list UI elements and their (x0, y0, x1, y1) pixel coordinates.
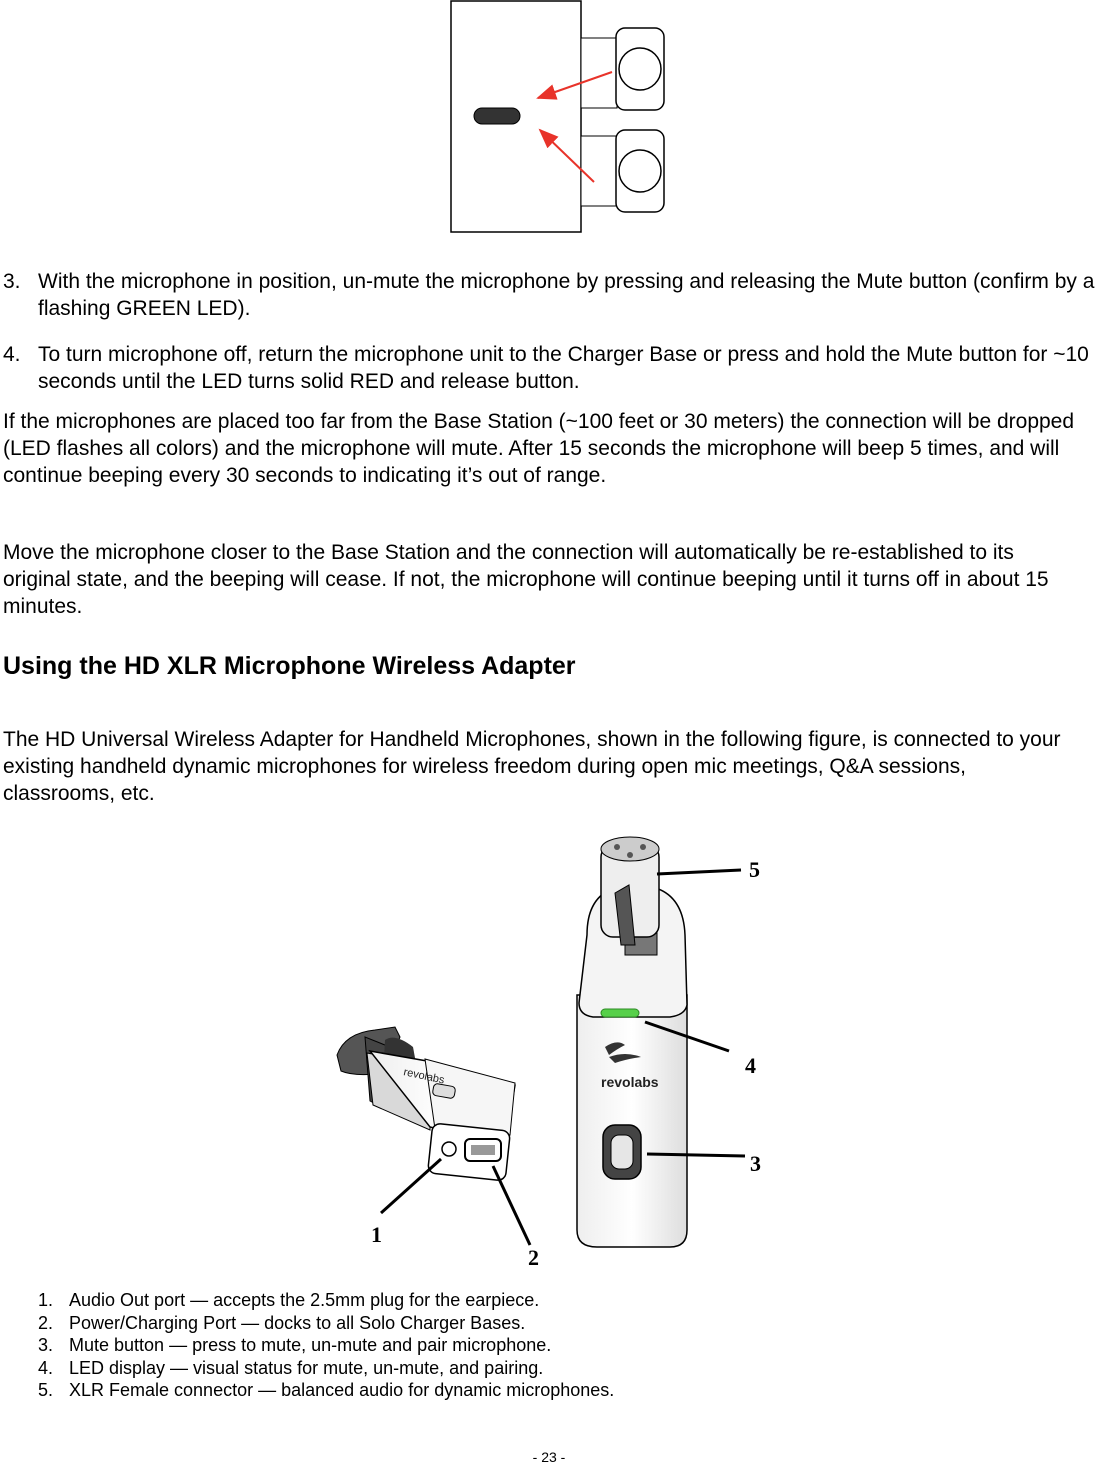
adapter-lying (337, 1027, 515, 1181)
legend-item: 5. XLR Female connector — balanced audio for dynamic microphones. (38, 1380, 615, 1400)
leader-1 (381, 1159, 441, 1213)
page-number: - 23 - (532, 1449, 566, 1465)
mic-button-slot (474, 108, 520, 124)
legend-item: 3. Mute button — press to mute, un-mute and pair microphone. (38, 1335, 552, 1355)
callout-5: 5 (749, 857, 760, 882)
adapter-standing (577, 837, 687, 1247)
legend-item: 2. Power/Charging Port — docks to all Solo Charger Bases. (38, 1312, 526, 1333)
section-intro: The HD Universal Wireless Adapter for Handheld Microphones, shown in the following figure, is connected to your existing handheld dynamic microphones for wireless freedom during open mic meetings, Q&A sessions, classrooms, etc. (3, 728, 1061, 805)
leader-5 (657, 870, 741, 874)
step-3: 3. With the microphone in position, un-mute the microphone by pressing and releasing the Mute button (confirm by a flashing GREEN LED). (3, 270, 1095, 320)
svg-text:revolabs: revolabs (601, 1074, 659, 1090)
out-of-range-paragraph: If the microphones are placed too far from the Base Station (~100 feet or 30 meters) the connection will be dropped (LED flashes all colors) and the microphone will mute. After 15 seconds the microphone will beep 5 times, and will continue beeping every 30 seconds to indicating it’s out of range. (3, 410, 1075, 487)
step-4: 4. To turn microphone off, return the microphone unit to the Charger Base or press and hold the Mute button for ~10 seconds until the LED turns solid RED and release button. (3, 343, 1089, 393)
microphone-position-diagram (450, 0, 690, 236)
svg-text:revolabs: revolabs (402, 1066, 446, 1087)
callout-1: 1 (371, 1222, 382, 1247)
callout-2: 2 (528, 1245, 539, 1270)
led-display (601, 1009, 639, 1017)
legend-item: 1. Audio Out port — accepts the 2.5mm plug for the earpiece. (38, 1290, 540, 1310)
xlr-adapter-figure (325, 815, 805, 1275)
component-legend (38, 1289, 614, 1402)
section-heading: Using the HD XLR Microphone Wireless Adapter (3, 652, 576, 680)
legend-item: 4. LED display — visual status for mute, un-mute, and pairing. (38, 1357, 544, 1378)
leader-2 (493, 1166, 530, 1245)
leader-3 (647, 1154, 745, 1156)
audio-out-port (442, 1142, 456, 1156)
callout-3: 3 (750, 1151, 761, 1176)
reconnect-paragraph: Move the microphone closer to the Base Station and the connection will automatically be re-established to its original state, and the beeping will cease. If not, the microphone will continue beeping until it turns off in about 15 minutes. (3, 541, 1049, 618)
callout-4: 4 (745, 1053, 756, 1078)
